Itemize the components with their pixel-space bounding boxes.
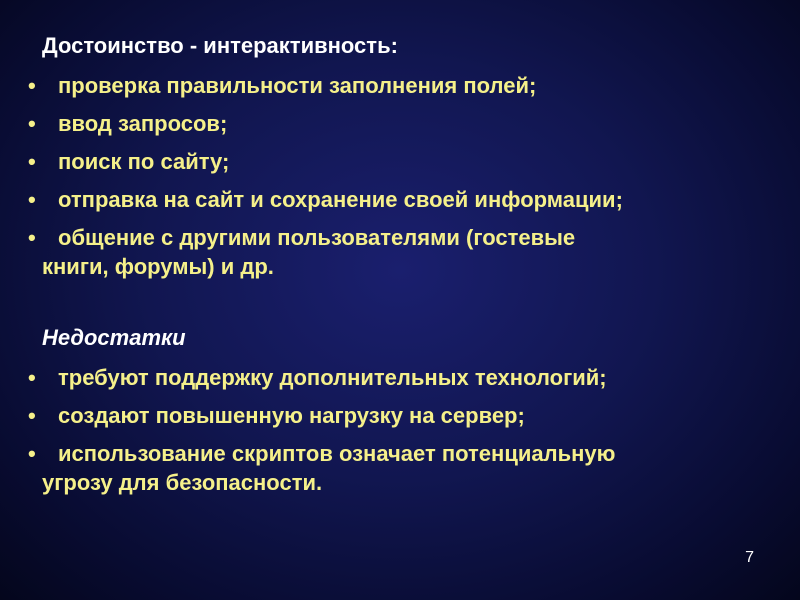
list-item-text: отправка на сайт и сохранение своей информации; <box>58 187 623 212</box>
bullet-icon: • <box>28 225 36 250</box>
list-item-text: поиск по сайту; <box>58 149 230 174</box>
list-item <box>26 223 766 281</box>
list-item-text: требуют поддержку дополнительных технологий; <box>58 365 607 390</box>
bullet-icon: • <box>28 441 36 466</box>
list-item-text: общение с другими пользователями (гостевые <box>58 225 576 250</box>
list-item <box>26 185 766 223</box>
bullet-icon: • <box>28 403 36 428</box>
disadvantages-list <box>26 363 766 497</box>
advantages-heading: Достоинство - интерактивность: <box>42 33 398 58</box>
list-item-text: ввод запросов; <box>58 111 228 136</box>
page-number: 7 <box>745 549 754 566</box>
list-item-text-continued: угрозу для безопасности. <box>42 470 323 495</box>
bullet-icon: • <box>28 149 36 174</box>
list-item-text: использование скриптов означает потенциальную <box>58 441 616 466</box>
bullet-icon: • <box>28 187 36 212</box>
list-item-text: создают повышенную нагрузку на сервер; <box>58 403 525 428</box>
bullet-icon: • <box>28 111 36 136</box>
list-item <box>26 71 766 109</box>
list-item-text: проверка правильности заполнения полей; <box>58 73 537 98</box>
bullet-icon: • <box>28 365 36 390</box>
advantages-list <box>26 71 766 281</box>
list-item-text-continued: книги, форумы) и др. <box>42 254 274 279</box>
list-item <box>26 401 766 439</box>
list-item <box>26 439 766 497</box>
bullet-icon: • <box>28 73 36 98</box>
list-item <box>26 147 766 185</box>
list-item <box>26 109 766 147</box>
list-item <box>26 363 766 401</box>
disadvantages-heading: Недостатки <box>42 325 186 350</box>
